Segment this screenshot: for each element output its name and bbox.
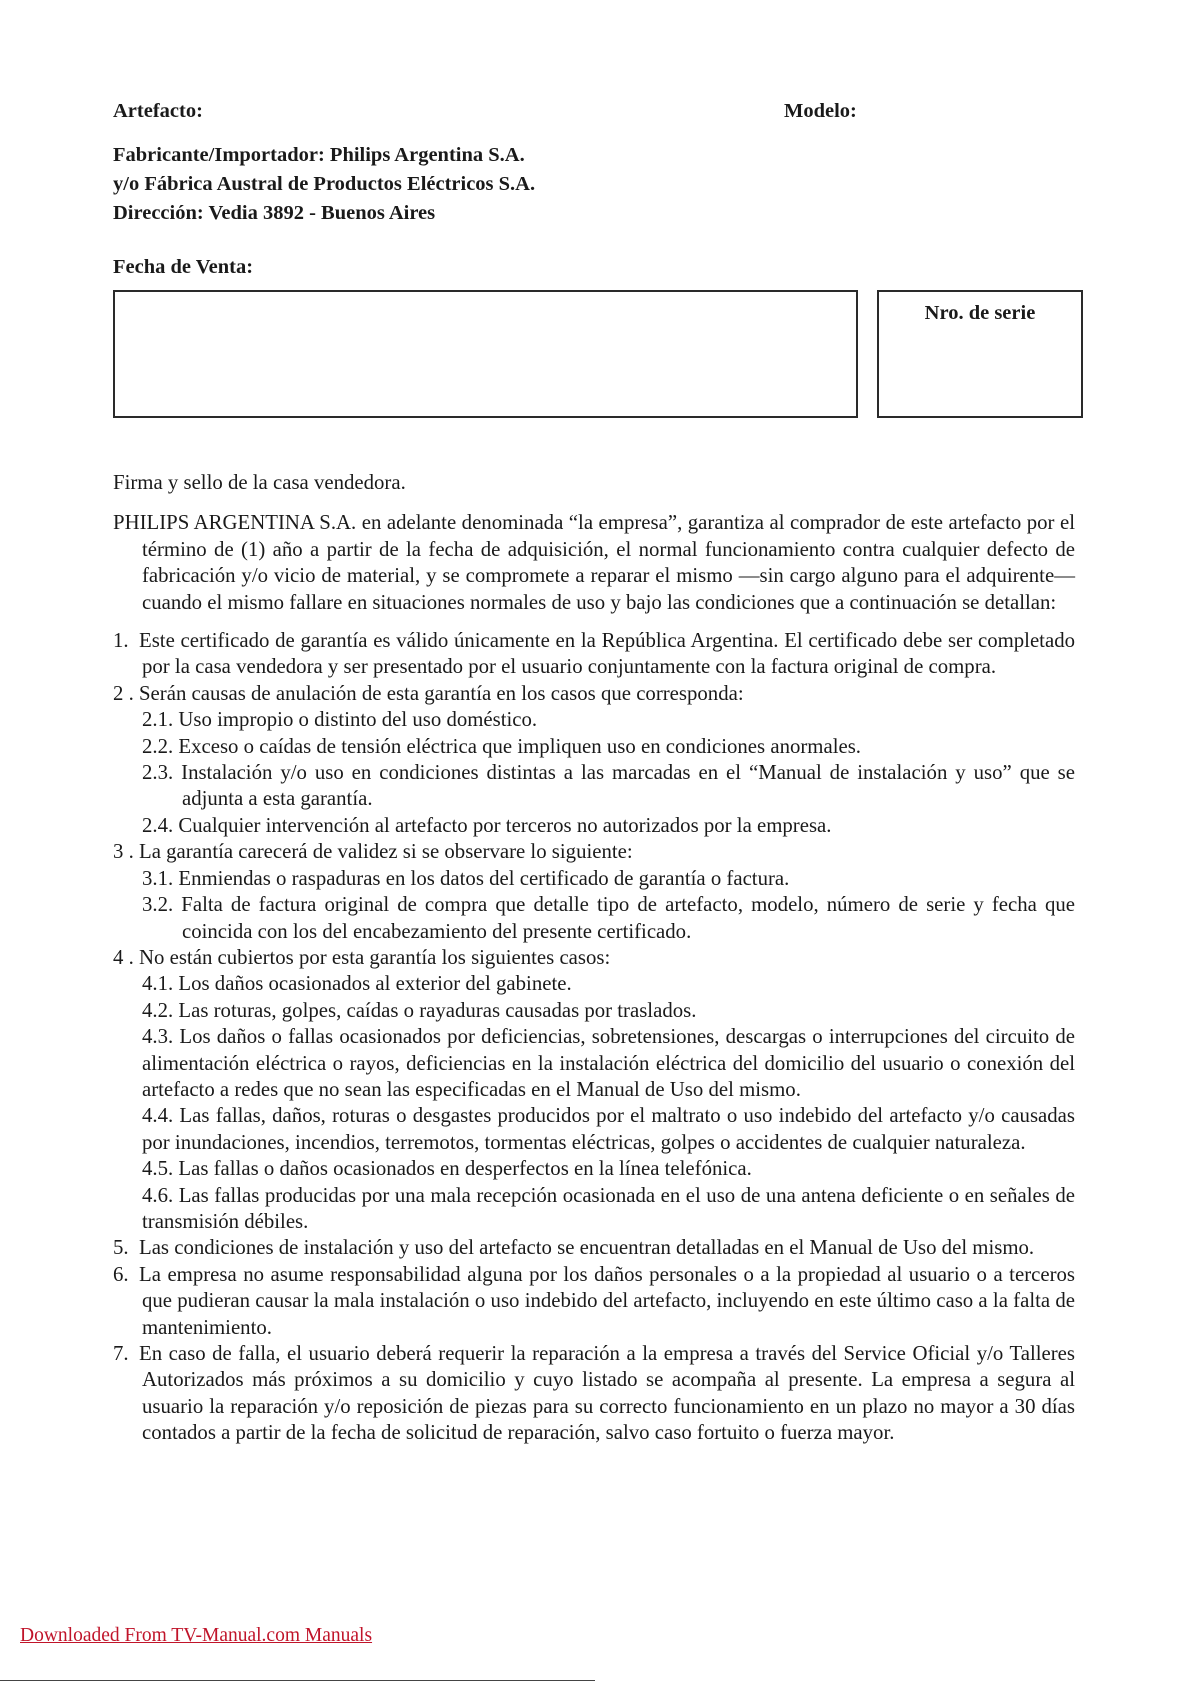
clause-4-2: 4.2. Las roturas, golpes, caídas o rayaduras causadas por traslados. (142, 998, 697, 1022)
clause-4-1: 4.1. Los daños ocasionados al exterior del gabinete. (142, 972, 572, 996)
direccion-line: Dirección: Vedia 3892 - Buenos Aires (113, 202, 436, 224)
serial-number-label: Nro. de serie (924, 302, 1036, 324)
clause-4-3: 4.3. Los daños o fallas ocasionados por deficiencias, sobretensiones, descargas o interrupciones del circuito de alimentación eléctrica o rayos, deficiencias en la instalación eléctrica del domicilio del usuario o conexión del artefacto a redes que no sean las especificadas en el Manual de Uso del mismo. (142, 1025, 1075, 1101)
clause-2: 2 . Serán causas de anulación de esta garantía en los casos que corresponda: (113, 681, 744, 705)
clause-2-4: 2.4. Cualquier intervención al artefacto por terceros no autorizados por la empresa. (142, 813, 832, 837)
clause-2-2: 2.2. Exceso o caídas de tensión eléctrica que impliquen uso en condiciones anormales. (142, 734, 861, 758)
clause-7: 7. En caso de falla, el usuario deberá requerir la reparación a la empresa a través del Service Oficial y/o Talleres Autorizados más próximos a su domicilio y cuyo listado se acompaña al presente. La empresa a segura al usuario la reparación y/o reposición de piezas para su correcto funcionamiento en un plazo no mayor a 30 días contados a partir de la fecha de solicitud de reparación, salvo caso fortuito o fuerza mayor. (113, 1342, 1075, 1445)
clause-4-5: 4.5. Las fallas o daños ocasionados en desperfectos en la línea telefónica. (142, 1157, 752, 1181)
serial-number-box[interactable] (877, 290, 1083, 418)
clause-2-1: 2.1. Uso impropio o distinto del uso doméstico. (142, 708, 538, 732)
firma-sello-label: Firma y sello de la casa vendedora. (113, 471, 406, 494)
fecha-venta-label: Fecha de Venta: (113, 256, 254, 278)
fabricante-line: Fabricante/Importador: Philips Argentina S.A. (113, 144, 525, 166)
clause-3: 3 . La garantía carecerá de validez si se observare lo siguiente: (113, 840, 633, 864)
fecha-venta-box[interactable] (113, 290, 858, 418)
fabrica-line: y/o Fábrica Austral de Productos Eléctricos S.A. (113, 173, 536, 195)
clause-3-2: 3.2. Falta de factura original de compra que detalle tipo de artefacto, modelo, número de serie y fecha que coincida con los del encabezamiento del presente certificado. (142, 893, 1075, 943)
artefacto-label: Artefacto: (113, 100, 203, 122)
clause-4-4: 4.4. Las fallas, daños, roturas o desgastes producidos por el maltrato o uso indebido del artefacto y/o causadas por inundaciones, incendios, terremotos, tormentas eléctricas, golpes o accidentes de cualquier naturaleza. (142, 1104, 1075, 1154)
intro-paragraph: PHILIPS ARGENTINA S.A. en adelante denominada “la empresa”, garantiza al comprador de este artefacto por el término de (1) año a partir de la fecha de adquisición, el normal funcionamiento contra cualquier defecto de fabricación y/o vicio de material, y se compromete a reparar el mismo —sin cargo alguno para el adquirente— cuando el mismo fallare en situaciones normales de uso y bajo las condiciones que a continuación se detallan: (113, 511, 1075, 614)
clause-2-3: 2.3. Instalación y/o uso en condiciones distintas a las marcadas en el “Manual de instalación y uso” que se adjunta a esta garantía. (142, 761, 1075, 811)
download-source-link[interactable]: Downloaded From TV-Manual.com Manuals (20, 1625, 373, 1646)
bottom-divider (0, 1680, 595, 1681)
clause-4-6: 4.6. Las fallas producidas por una mala recepción ocasionada en el uso de una antena deficiente o en señales de transmisión débiles. (142, 1183, 1075, 1233)
modelo-label: Modelo: (784, 100, 857, 122)
clause-5: 5. Las condiciones de instalación y uso del artefacto se encuentran detalladas en el Manual de Uso del mismo. (113, 1236, 1035, 1260)
clause-3-1: 3.1. Enmiendas o raspaduras en los datos del certificado de garantía o factura. (142, 866, 790, 890)
clause-4: 4 . No están cubiertos por esta garantía los siguientes casos: (113, 945, 611, 969)
clause-1: 1. Este certificado de garantía es válido únicamente en la República Argentina. El certificado debe ser completado por la casa vendedora y ser presentado por el usuario conjuntamente con la factura original de compra. (113, 629, 1075, 679)
warranty-text (113, 470, 1075, 1447)
clause-6: 6. La empresa no asume responsabilidad alguna por los daños personales o a la propiedad al usuario o a terceros que pudieran causar la mala instalación o uso indebido del artefacto, incluyendo en este último caso a la falta de mantenimiento. (113, 1262, 1075, 1339)
